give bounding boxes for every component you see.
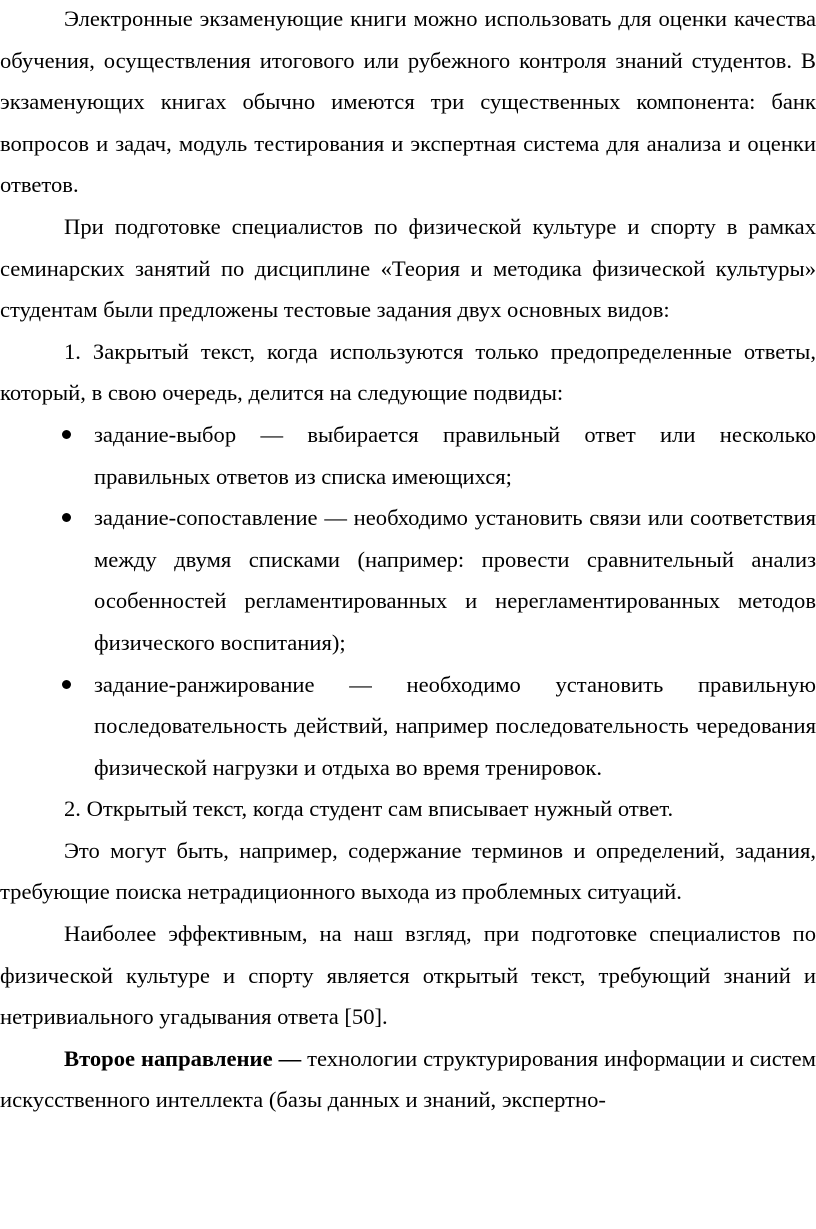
paragraph-closed-text: 1. Закрытый текст, когда используются только предопределенные ответы, который, в свою очередь, делится на следующие подвиды: [0, 338, 816, 406]
paragraph-effective: Наиболее эффективным, на наш взгляд, при подготовке специалистов по физической культуре и спорту является открытый текст, требующий знаний и нетривиального угадывания ответа [50]. [0, 921, 816, 1030]
task-types-list [0, 414, 816, 788]
paragraph-seminar-tasks: При подготовке специалистов по физической культуре и спорту в рамках семинарских занятий по дисциплине «Теория и методика физической культуры» студентам были предложены тестовые задания двух основных видов: [0, 213, 816, 323]
list-item [0, 497, 816, 663]
bullet-icon [62, 680, 71, 689]
list-item-text: задание-ранжирование — необходимо установить правильную последовательность действий, например последовательность чередования физической нагрузки и отдыха во время тренировок. [94, 671, 816, 780]
section-heading-inline: Второе направление — [64, 1045, 302, 1071]
list-item-text: задание-сопоставление — необходимо установить связи или соответствия между двумя списками (например: провести сравнительный анализ особенностей регламентированных и нерегламентированных методов физического воспитания); [94, 505, 816, 655]
paragraph-exam-books: Электронные экзаменующие книги можно использовать для оценки качества обучения, осуществления итогового или рубежного контроля знаний студентов. В экзаменующих книгах обычно имеются три существенных компонента: банк вопросов и задач, модуль тестирования и экспертная система для анализа и оценки ответов. [0, 6, 816, 198]
list-item [0, 414, 816, 497]
paragraph-second-direction [0, 1038, 816, 1121]
paragraph-examples: Это могут быть, например, содержание терминов и определений, задания, требующие поиска нетрадиционного выхода из проблемных ситуаций. [0, 837, 816, 905]
paragraph-open-text: 2. Открытый текст, когда студент сам вписывает нужный ответ. [64, 796, 674, 822]
list-item-text: задание-выбор — выбирается правильный ответ или несколько правильных ответов из списка имеющихся; [94, 421, 816, 489]
list-item [0, 664, 816, 789]
paragraph-second-direction-text: технологии структурирования информации и систем искусственного интеллекта (базы данных и знаний, экспертно- [0, 1045, 816, 1113]
bullet-icon [62, 430, 71, 439]
bullet-icon [62, 513, 71, 522]
